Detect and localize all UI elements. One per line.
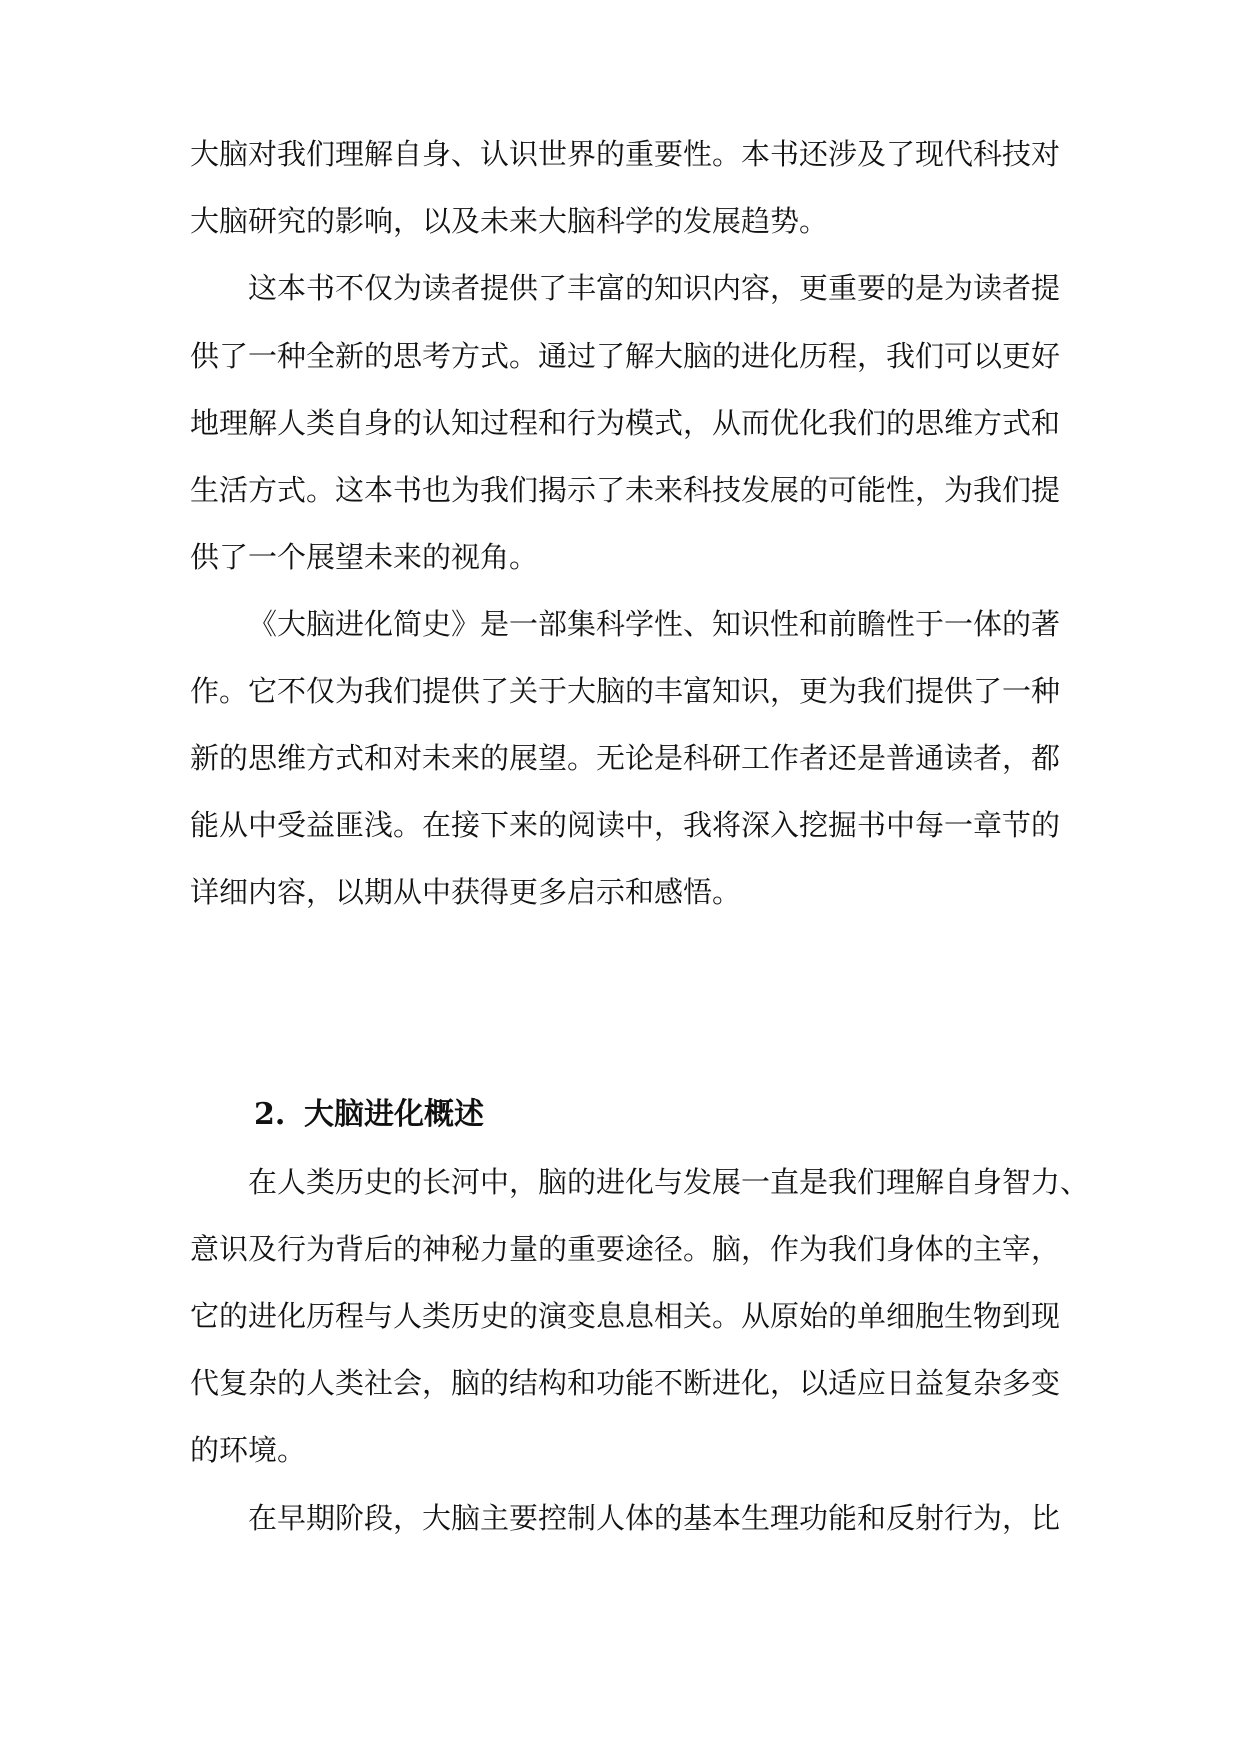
section-paragraph-2-line-1: 在早期阶段，大脑主要控制人体的基本生理功能和反射行为，比 — [248, 1501, 1061, 1535]
paragraph-2-line-5: 供了一个展望未来的视角。 — [190, 540, 539, 574]
paragraph-3-line-5: 详细内容，以期从中获得更多启示和感悟。 — [190, 875, 742, 909]
section-paragraph-1-line-3: 它的进化历程与人类历史的演变息息相关。从原始的单细胞生物到现 — [190, 1299, 1061, 1333]
paragraph-2-line-2: 供了一种全新的思考方式。通过了解大脑的进化历程，我们可以更好 — [190, 339, 1061, 373]
paragraph-2-line-3: 地理解人类自身的认知过程和行为模式，从而优化我们的思维方式和 — [190, 406, 1061, 440]
paragraph-3-line-3: 新的思维方式和对未来的展望。无论是科研工作者还是普通读者，都 — [190, 741, 1061, 775]
paragraph-1-line-2: 大脑研究的影响，以及未来大脑科学的发展趋势。 — [190, 204, 829, 238]
section-paragraph-1-line-2: 意识及行为背后的神秘力量的重要途径。脑，作为我们身体的主宰， — [190, 1232, 1061, 1266]
paragraph-3-line-1: 《大脑进化简史》是一部集科学性、知识性和前瞻性于一体的著 — [248, 607, 1061, 641]
paragraph-2-line-4: 生活方式。这本书也为我们揭示了未来科技发展的可能性，为我们提 — [190, 473, 1061, 507]
section-paragraph-1-line-1: 在人类历史的长河中，脑的进化与发展一直是我们理解自身智力、 — [248, 1165, 1090, 1199]
paragraph-1-line-1: 大脑对我们理解自身、认识世界的重要性。本书还涉及了现代科技对 — [190, 137, 1061, 171]
section-heading — [254, 1095, 484, 1135]
section-number: 2. — [254, 1097, 286, 1132]
section-title: 大脑进化概述 — [304, 1097, 484, 1132]
section-paragraph-1-line-4: 代复杂的人类社会，脑的结构和功能不断进化，以适应日益复杂多变 — [190, 1366, 1061, 1400]
paragraph-2-line-1: 这本书不仅为读者提供了丰富的知识内容，更重要的是为读者提 — [248, 271, 1061, 305]
paragraph-3-line-2: 作。它不仅为我们提供了关于大脑的丰富知识，更为我们提供了一种 — [190, 674, 1061, 708]
paragraph-3-line-4: 能从中受益匪浅。在接下来的阅读中，我将深入挖掘书中每一章节的 — [190, 808, 1061, 842]
section-paragraph-1-line-5: 的环境。 — [190, 1433, 307, 1467]
